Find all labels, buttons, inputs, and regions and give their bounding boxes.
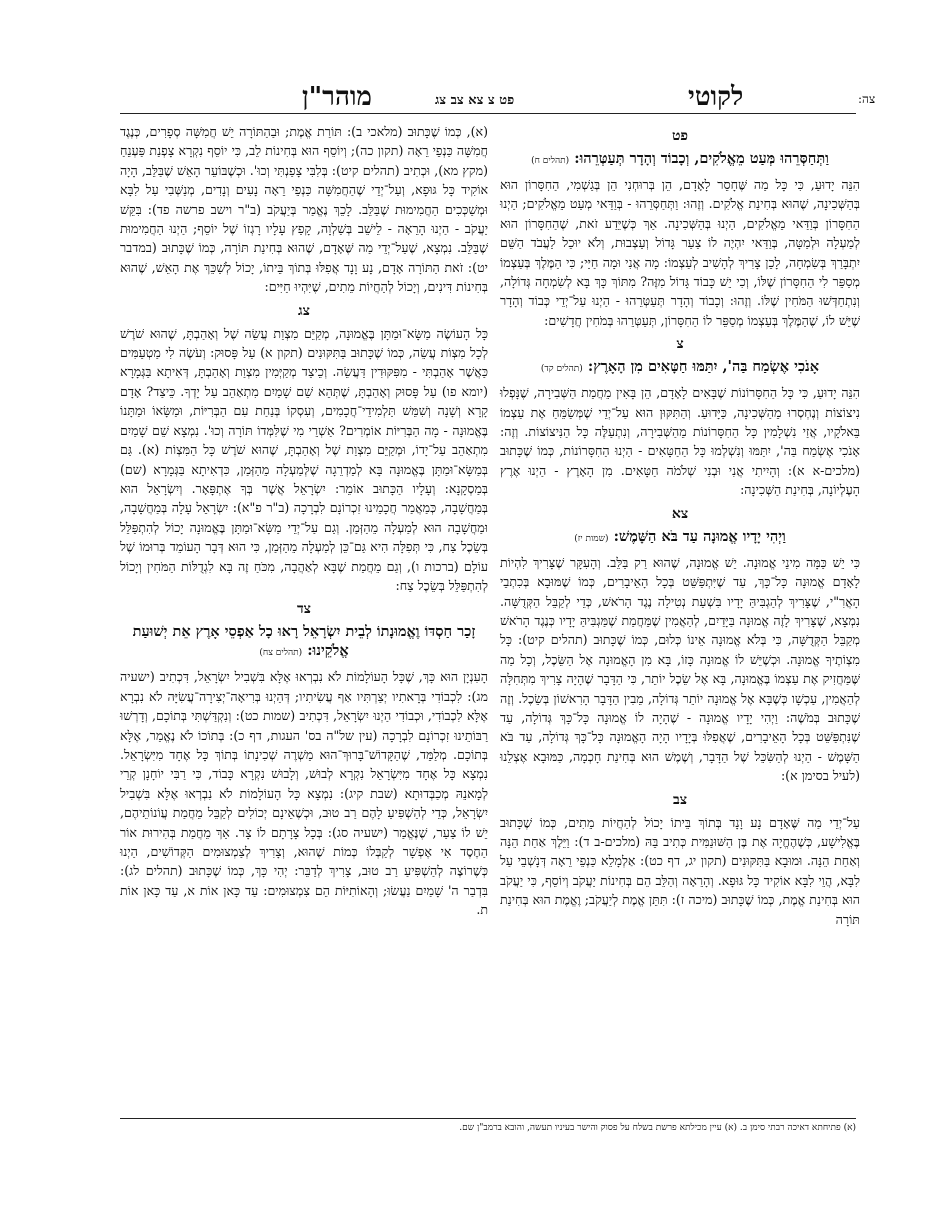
section-verse	[120, 622, 488, 663]
header-section-numbers: פט צ צא צב צג	[435, 93, 515, 108]
section-heading: צ	[676, 336, 684, 353]
header-divider	[120, 113, 856, 114]
right-column	[500, 122, 860, 929]
left-column	[120, 122, 488, 920]
header-book-title-right: לקוטי	[688, 82, 744, 112]
section-body: הִנֵּה יָדוּעַ, כִּי כָּל הַחִסָּרוֹנוֹת שֶׁבָּאִים לָאָדָם, הֵן בָּאִין מֵחֲמַת הַשְּׁבִירָה, שֶׁנָּפְלוּ נִיצוֹצוֹת וְנֶחְסְרוּ מֵהַשְּׁכִינָה, כַּיָּדוּעַ. וְהַתִּקּוּן הוּא עַל־יְדֵי שֶׁמְּשַׂמֵּחַ אֶת עַצְמוֹ בֵּאלֹקָיו, אֲזַי נִשְׁלָמִין כָּל הַחִסָּרוֹנוֹת מֵהַשְּׁבִירָה, וְנִתְעַלֶּה כָּל הַנִּיצוֹצוֹת. וְזֶה: אָנֹכִי אֶשְׂמַח בַּה', יִתַּמּוּ וְנִשְׁלְמוּ כָּל הַחַטָּאִים - הַיְנוּ הַחִסָּרוֹנוֹת, כְּמוֹ שֶׁכָּתוּב (מלכים-א א): וְהָיִיתִי אֲנִי וּבְנִי שְׁלֹמֹה חַטָּאִים. מִן הָאָרֶץ - הַיְנוּ אֶרֶץ הָעֶלְיוֹנָה, בְּחִינַת הַשְּׁכִינָה:	[500, 385, 860, 498]
section-verse	[500, 527, 860, 549]
section-body-continued: (א), כְּמוֹ שֶׁכָּתוּב (מלאכי ב): תּוֹרַת אֱמֶת; וּבַהַתּוֹרָה יֵשׁ חֲמִשָּׁה סְפָרִים, כְּנֶגֶד חֲמִשָּׁה כַּנְפֵי רֵאָה (תקון כה); וְיוֹסֵף הוּא בְּחִינוֹת לֵב, כִּי יוֹסֵף נִקְרָא צָפְנַת פַּעְנֵחַ (מקץ מא), וּכְתִיב (תהלים קיט): בְּלִבִּי צָפַנְתִּי וְכוּ'. וּכְשֶׁבּוֹעֵר הָאֵשׁ שֶׁבַּלֵּב, הָיָה אוֹקִיד כָּל גּוּפָא, וְעַל־יְדֵי שֶׁהַחֲמִשָּׁה כַּנְפֵי רֵאָה נָעִים וְנָדִים, מְנַשְּׁבִי עַל לִבָּא וּמְשַׁכְּכִים הַחֲמִימוּת שֶׁבַּלֵּב. לָכֵךְ נֶאֱמַר בְּיַעֲקֹב (ב"ר וישב פרשה פד): בִּקֵּשׁ יַעֲקֹב - הַיְנוּ הָרֵאָה - לֵישֵׁב בְּשַׁלְוָה, קָפַץ עָלָיו רָגְזוֹ שֶׁל יוֹסֵף; הַיְנוּ הַחֲמִימוּת שֶׁבַּלֵּב. נִמְצָא, שֶׁעַל־יְדֵי מַה שֶּׁאָדָם, שֶׁהוּא בְּחִינַת תּוֹרָה, כְּמוֹ שֶׁכָּתוּב (במדבר יט): זֹאת הַתּוֹרָה אָדָם, נָע וָנָד אֲפִלּוּ בְּתוֹךְ בֵּיתוֹ, יָכוֹל לְשַׁכֵּךְ אֶת הָאֵשׁ, שֶׁהוּא בְּחִינוֹת דִּינִים, וְיָכוֹל לְהַחֲיוֹת מֵתִים, שֶׁיִּהְיוּ חַיִּים:	[120, 124, 488, 295]
section-heading: צד	[296, 601, 312, 618]
verse-text: וַיְהִי יָדָיו אֱמוּנָה עַד בֹּא הַשָּׁמֶשׁ:	[613, 527, 786, 545]
verse-source: (תהלים קד)	[540, 364, 583, 375]
verse-source: (תהלים צח)	[259, 648, 303, 659]
section-verse	[500, 149, 860, 171]
section-heading: צב	[672, 791, 688, 808]
section-heading: צג	[298, 302, 310, 319]
header-book-title-left: מוהר"ן	[302, 82, 372, 112]
footnote-divider	[120, 1118, 856, 1119]
footnote: (א) פתיחתא דאיכה רבתי סימן ב. (א) עיין מכילתא פרשת בשלח על פסוק והישר בעיניו תעשה, והובא ברמב"ן שם.	[459, 1123, 856, 1133]
verse-text: וַתְּחַסְּרֵהוּ מְּעַט מֵאֱלֹקִים, וְכָבוֹד וְהָדָר תְּעַטְּרֵהוּ:	[574, 150, 829, 167]
page-header	[40, 82, 876, 116]
section-body: כָּל הָעוֹשֶׂה מַשָּׂא־וּמַתָּן בֶּאֱמוּנָה, מְקַיֵּם מִצְוַת עֲשֵׂה שֶׁל וְאָהַבְתָּ, שֶׁהוּא שֹׁרֶשׁ לְכָל מִצְוֹת עֲשֵׂה, כְּמוֹ שֶׁכָּתוּב בַּתִּקּוּנִים (תקון א) עַל פָּסוּק: וְעֹשֶׂה לִי מַטְעַמִּים כַּאֲשֶׁר אָהַבְתִּי - מִפִּקּוּדִין דַּעֲשֵׂה. וְכֵיצַד מְקַיְּמִין מִצְוַת וְאָהַבְתָּ, דְּאִיתָא בַּגְּמָרָא (יומא פו) עַל פָּסוּק וְאָהַבְתָּ, שֶׁתְּהֵא שֵׁם שָׁמַיִם מִתְאַהֵב עַל יָדְךָ. כֵּיצַד? אָדָם קָרָא וְשָׁנָה וְשִׁמֵּשׁ תַּלְמִידֵי־חֲכָמִים, וְעִסְקוֹ בְּנַחַת עִם הַבְּרִיּוֹת, וּמַשָּׂאוֹ וּמַתָּנוֹ בֶּאֱמוּנָה - מָה הַבְּרִיּוֹת אוֹמְרִים? אַשְׁרֵי מִי שֶׁלִּמְּדוֹ תּוֹרָה וְכוּ'. נִמְצָא שֵׁם שָׁמַיִם מִתְאַהֵב עַל־יָדוֹ, וּמְקַיֵּם מִצְוַת שֶׁל וְאָהַבְתָּ, שֶׁהוּא שֹׁרֶשׁ כָּל הַמִּצְוֹת (א). גַּם בְּמַשָּׂא־וּמַתָּן בֶּאֱמוּנָה בָּא לְמַדְרֵגָה שֶׁלְּמַעְלָה מֵהַזְּמַן, כִּדְאִיתָא בַּגְּמָרָא (שם) בְּמַסְקָנָא: וְעָלָיו הַכָּתוּב אוֹמֵר: יִשְׂרָאֵל אֲשֶׁר בְּךָ אֶתְפָּאָר. וְיִשְׂרָאֵל הוּא בְּמַחֲשָׁבָה, כְּמַאֲמַר חֲכָמֵינוּ זִכְרוֹנָם לִבְרָכָה (ב"ר פ"א): יִשְׂרָאֵל עָלָה בְּמַחֲשָׁבָה, וּמַחֲשָׁבָה הוּא לְמַעְלָה מֵהַזְּמַן. וְגַם עַל־יְדֵי מַשָּׂא־וּמַתָּן בֶּאֱמוּנָה יָכוֹל לְהִתְפַּלֵּל בְּשֵׂכֶל צַח, כִּי תְּפִלָּה הִיא גַּם־כֵּן לְמַעְלָה מֵהַזְּמַן, כִּי הוּא דְּבָר הָעוֹמֵד בְּרוּמוֹ שֶׁל עוֹלָם (ברכות ו), וְגַם מֵחֲמַת שֶׁבָּא לְאַהֲבָה, מִכֹּחַ זֶה בָּא לִגְדֻלּוֹת הַמֹּחִין וְיָכוֹל לְהִתְפַּלֵּל בְּשֵׂכֶל צַח:	[120, 325, 488, 593]
section-body: הָעִנְיָן הוּא כָּךְ, שֶׁכָּל הָעוֹלָמוֹת לֹא נִבְרְאוּ אֶלָּא בִּשְׁבִיל יִשְׂרָאֵל, דִּכְתִיב (ישעיה מג): לִכְבוֹדִי בְּרָאתִיו יְצַרְתִּיו אַף עֲשִׂיתִיו; דְּהַיְנוּ בְּרִיאָה־יְצִירָה־עֲשִׂיָּה לֹא נִבְרָא אֶלָּא לִכְבוֹדִי, וּכְבוֹדִי הַיְנוּ יִשְׂרָאֵל, דִּכְתִיב (שמות כט): וְנִקְדַּשְׁתִּי בְּתוֹכָם, וְדָרְשׁוּ רַבּוֹתֵינוּ זִכְרוֹנָם לִבְרָכָה (עין של"ה בס' העגות, דף כ): בְּתוֹכוֹ לֹא נֶאֱמַר, אֶלָּא בְּתוֹכָם. מְלַמֵּד, שֶׁהַקָּדוֹשׁ־בָּרוּךְ־הוּא מַשְׁרֶה שְׁכִינָתוֹ בְּתוֹךְ כָּל אֶחָד מִיִּשְׂרָאֵל. נִמְצָא כָּל אֶחָד מִיִּשְׂרָאֵל נִקְרָא לְבוּשׁ, וְלָבוּשׁ נִקְרָא כָּבוֹד, כִּי רַבִּי יוֹחָנָן קְרֵי לְמָאנֵהּ מְכַבְּדוּתָא (שבת קיג): נִמְצָא כָּל הָעוֹלָמוֹת לֹא נִבְרְאוּ אֶלָּא בִּשְׁבִיל יִשְׂרָאֵל, כְּדֵי לְהַשְׁפִּיעַ לָהֶם רַב טוּב, וּכְשֶׁאֵינָם יְכוֹלִים לְקַבֵּל מֵחֲמַת עֲוֹנוֹתֵיהֶם, יֵשׁ לוֹ צַעַר, שֶׁנֶּאֱמַר (ישעיה סג): בְּכָל צָרָתָם לוֹ צָר. אַךְ מֵחֲמַת בְּהִירוּת אוֹר הַחֶסֶד אִי אֶפְשָׁר לְקַבְּלוֹ כְּמוֹת שֶׁהוּא, וְצָרִיךְ לְצַמְצוּמִים הַקְּדוֹשִׁים, הַיְנוּ כְּשֶׁרוֹצֶה לְהַשְׁפִּיעַ רַב טוּב, צָרִיךְ לְדַבֵּר: יְהִי כָּךְ, כְּמוֹ שֶׁכָּתוּב (תהלים לג): בִּדְבַר ה' שָׁמַיִם נַעֲשׂוּ; וְהָאוֹתִיּוֹת הֵם צִמְצוּמִים: עַד כָּאן אוֹת א, עַד כָּאן אוֹת ת.	[120, 669, 488, 918]
verse-source: (שמות יז)	[574, 533, 609, 544]
verse-text: זָכַר חַסְדּוֹ וֶאֱמוּנָתוֹ לְבֵית יִשְׂרָאֵל רָאוּ כָל אַפְסֵי אָרֶץ אֵת יְשׁוּעַת אֱלֹקֵינוּ:	[132, 623, 476, 660]
verse-source: (תהלים ח)	[531, 156, 570, 166]
section-verse	[500, 357, 860, 379]
section-body: הִנֵּה יָדוּעַ, כִּי כָּל מַה שֶּׁחָסֵר לָאָדָם, הֵן בְּרוּחְנִי הֵן בְּגַשְׁמִי, הַחִסָּרוֹן הוּא בְּהַשְּׁכִינָה, שֶׁהוּא בְּחִינַת אֱלֹקִים. וְזֶהוּ: וַתְּחַסְּרֵהוּ - בְּוַדַּאי מְעַט מֵאֱלֹקִים; הַיְנוּ הַחִסָּרוֹן בְּוַדַּאי מֵאֱלֹקִים, הַיְנוּ בְּהַשְּׁכִינָה. אַךְ כְּשֶׁיֵּדַע זֹאת, שֶׁהַחִסָּרוֹן הוּא לְמַעְלָה וּלְמַטָּה, בְּוַדַּאי יִהְיֶה לוֹ צַעַר גָּדוֹל וְעַצְבוּת, וְלֹא יוּכַל לַעֲבֹד הַשֵּׁם יִתְבָּרַךְ בְּשִׂמְחָה, לָכֵן צָרִיךְ לְהָשִׁיב לְעַצְמוֹ: מָה אֲנִי וּמָה חַיַּי; כִּי הַמֶּלֶךְ בְּעַצְמוֹ מְסַפֵּר לִי הַחִסָּרוֹן שֶׁלּוֹ, וְכִי יֵשׁ כָּבוֹד גָּדוֹל מִזֶּה? מִתּוֹךְ כָּךְ בָּא לְשִׂמְחָה גְּדוֹלָה, וְנִתְחַדְּשׁוּ הַמֹּחִין שֶׁלּוֹ. וְזֶהוּ: וְכָבוֹד וְהָדָר תְּעַטְּרֵהוּ - הַיְנוּ עַל־יְדֵי כְּבוֹד וְהָדָר שֶׁיֵּשׁ לוֹ, שֶׁהַמֶּלֶךְ בְּעַצְמוֹ מְסַפֵּר לוֹ הַחִסָּרוֹן, תְּעַטְּרֵהוּ בְּמֹחִין חֲדָשִׁים:	[500, 177, 860, 328]
section-heading: צא	[671, 505, 689, 522]
section-body: כִּי יֵשׁ כַּמָּה מִינֵי אֱמוּנָה. יֵשׁ אֱמוּנָה, שֶׁהוּא רַק בַּלֵּב. וְהָעִקָּר שֶׁצָּרִיךְ לִהְיוֹת לָאָדָם אֱמוּנָה כָּל־כָּךְ, עַד שֶׁיִּתְפַּשֵּׁט בְּכָל הָאֵיבָרִים, כְּמוֹ שֶׁמּוּבָא בְּכִתְבֵי הָאֲרִ"י, שֶׁצָּרִיךְ לְהַגְבִּיהַּ יָדָיו בִּשְׁעַת נְטִילָה נֶגֶד הָרֹאשׁ, כְּדֵי לְקַבֵּל הַקְּדֻשָּׁה. נִמְצָא, שֶׁצָּרִיךְ לָזֶה אֱמוּנָה בַּיָּדַיִם, לְהַאֲמִין שֶׁמֵּחֲמַת שֶׁמַּגְבִּיהַּ יָדָיו כְּנֶגֶד הָרֹאשׁ מְקַבֵּל הַקְּדֻשָּׁה, כִּי בְּלֹא אֱמוּנָה אֵינוֹ כְּלוּם, כְּמוֹ שֶׁכָּתוּב (תהלים קיט): כָּל מִצְוֹתֶיךָ אֱמוּנָה. וּכְשֶׁיֵּשׁ לוֹ אֱמוּנָה כָּזוֹ, בָּא מִן הָאֱמוּנָה אֶל הַשֵּׂכֶל, וְכָל מַה שֶּׁמַּחֲזִיק אֶת עַצְמוֹ בֶּאֱמוּנָה, בָּא אֶל שֵׂכֶל יוֹתֵר, כִּי הַדָּבָר שֶׁהָיָה צָרִיךְ מִתְּחִלָּה לְהַאֲמִין, עַכְשָׁו כְּשֶׁבָּא אֶל אֱמוּנָה יוֹתֵר גְּדוֹלָה, מֵבִין הַדָּבָר הָרִאשׁוֹן בְּשֵׂכֶל. וְזֶה שֶׁכָּתוּב בְּמֹשֶׁה: וַיְהִי יָדָיו אֱמוּנָה - שֶׁהָיָה לוֹ אֱמוּנָה כָּל־כָּךְ גְּדוֹלָה, עַד שֶׁנִּתְפַּשֵּׁט בְּכָל הָאֵיבָרִים, שֶׁאֲפִלּוּ בְּיָדָיו הָיָה הָאֱמוּנָה כָּל־כָּךְ גְּדוֹלָה, עַד בֹּא הַשָּׁמֶשׁ - הַיְנוּ לְהַשִּׂכֵּל שֶׁל הַדָּבָר, וְשֶׁמֶשׁ הוּא בְּחִינַת חָכְמָה, כַּמּוּבָא אֶצְלֵנוּ (לעיל בסימן א):	[500, 554, 860, 784]
section-body: עַל־יְדֵי מַה שֶּׁאָדָם נָע וָנָד בְּתוֹךְ בֵּיתוֹ יָכוֹל לְהַחֲיוֹת מֵתִים, כְּמוֹ שֶׁכָּתוּב בֶּאֱלִישָׁע, כְּשֶׁהֶחֱיָה אֶת בֶּן הַשּׁוּנַמִּית כְּתִיב בֵּהּ (מלכים-ב ד): וַיֵּלֶךְ אַחַת הֵנָּה וְאַחַת הֵנָּה. וּמוּבָא בַּתִּקּוּנִים (תקון יג, דף כט): אַלְמָלֵא כַּנְפֵי רֵאָה דְּנָשְׁבֵי עַל לִבָּא, הֲוֵי לִבָּא אוֹקִיד כָּל גּוּפָא. וְהָרֵאָה וְהַלֵּב הֵם בְּחִינוֹת יַעֲקֹב וְיוֹסֵף, כִּי יַעֲקֹב הוּא בְּחִינַת אֱמֶת, כְּמוֹ שֶׁכָּתוּב (מיכה ז): תִּתֵּן אֱמֶת לְיַעֲקֹב; וֶאֱמֶת הוּא בְּחִינַת תּוֹרָה	[500, 814, 860, 927]
header-page-number: צה:	[858, 92, 876, 106]
verse-text: אָנֹכִי אֶשְׂמַח בַּה', יִתַּמּוּ חַטָּאִים מִן הָאָרֶץ:	[587, 358, 820, 376]
section-heading: פט	[671, 128, 689, 144]
